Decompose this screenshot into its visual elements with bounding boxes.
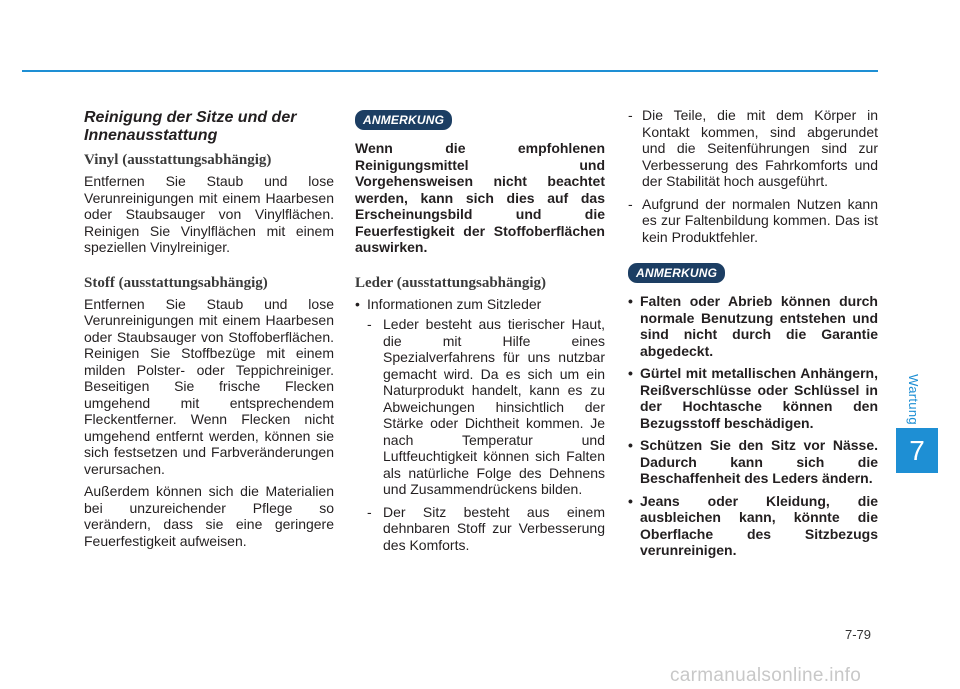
list-item <box>355 504 605 554</box>
list-item <box>355 296 605 313</box>
leder-heading: Leder (ausstattungsabhängig) <box>355 274 547 291</box>
dash-text: Aufgrund der normalen Nutzen kann es zur Faltenbildung kommen. Das ist kein Produktfehler. <box>642 195 878 245</box>
vinyl-paragraph: Entfernen Sie Staub und lose Verunreinigungen mit einem Haarbesen oder Staubsauger von Vinylflächen. Reinigen Sie Vinylflächen mit einem speziellen Vinylreiniger. <box>84 173 334 255</box>
bullet-icon: • <box>628 492 633 509</box>
dash-text: Die Teile, die mit dem Körper in Kontakt kommen, sind abgerundet und die Seitenführungen sind zur Verbesserung des Fahrkomforts und der Stabilität hoch ausgeführt. <box>642 107 878 189</box>
dash-text: Der Sitz besteht aus einem dehnbaren Stoff zur Verbesserung des Komforts. <box>383 503 605 553</box>
note-text: Wenn die empfohlenen Reinigungsmittel und Vorgehensweisen nicht beachtet werden, kann sich dies auf das Erscheinungsbild und die Feuerfestigkeit der Stoffoberflächen auswirken. <box>355 140 605 255</box>
list-item <box>628 365 878 431</box>
list-item <box>628 107 878 190</box>
column-middle <box>355 110 605 553</box>
dash-icon: - <box>367 316 372 332</box>
column-right <box>628 107 878 559</box>
chapter-name: Wartung <box>905 374 921 425</box>
stoff-heading: Stoff (ausstattungsabhängig) <box>84 274 268 291</box>
page-number: 7-79 <box>845 627 872 642</box>
chapter-side-label <box>900 370 930 430</box>
bullet-text: Gürtel mit metallischen Anhängern, Reißverschlüsse oder Schlüssel in der Hochtasche können den Bezugsstoff beschädigen. <box>640 365 878 431</box>
note-badge: ANMERKUNG <box>355 110 452 130</box>
bullet-icon: • <box>355 295 360 312</box>
list-item <box>355 316 605 498</box>
dash-icon: - <box>628 195 633 212</box>
watermark: carmanualsonline.info <box>670 665 862 686</box>
dash-text: Leder besteht aus tierischer Haut, die mit Hilfe eines Spezialverfahrens für uns nutzbar gemacht wird. Da es sich um ein Naturprodukt handelt, kann es zu Abweichungen hinsichtlich der Stärke oder Dichtheit kommen. Je nach Temperatur und Luftfeuchtigkeit können sich Falten als natürliche Folge des Dehnens und Zusammendrückens bilden. <box>383 316 605 497</box>
list-item <box>628 293 878 359</box>
list-item <box>628 493 878 559</box>
bullet-icon: • <box>628 365 633 381</box>
note-badge: ANMERKUNG <box>628 263 725 283</box>
chapter-number-tab: 7 <box>896 428 938 473</box>
bullet-text: Schützen Sie den Sitz vor Nässe. Dadurch kann sich die Beschaffenheit des Leders ändern. <box>640 437 878 486</box>
bullet-text: Falten oder Abrieb können durch normale Benutzung entstehen und sind nicht durch die Garantie abgedeckt. <box>640 293 878 359</box>
list-item <box>628 196 878 246</box>
list-item <box>628 437 878 487</box>
header-rule <box>22 70 878 72</box>
section-title: Reinigung der Sitze und der Innenausstattung <box>84 109 297 144</box>
vinyl-heading: Vinyl (ausstattungsabhängig) <box>84 152 272 168</box>
bullet-icon: • <box>628 293 633 309</box>
stoff-paragraph: Entfernen Sie Staub und lose Verunreinigungen mit einem Haarbesen oder Staubsauger von Stoffoberflächen. Reinigen Sie Stoffbezüge mit einem milden Polster- oder Teppichreiniger. Beseitigen Sie frische Flecken umgehend mit entsprechendem Fleckentferner. Wenn Flecken nicht umgehend entfernt werden, können sie sich festsetzen und Farbveränderungen verursachen. <box>84 295 334 477</box>
bullet-text: Jeans oder Kleidung, die ausbleichen kann, könnte die Oberflache des Sitzbezugs verunreinigen. <box>640 492 878 558</box>
column-left <box>84 109 334 549</box>
bullet-text: Informationen zum Sitzleder <box>367 295 542 312</box>
bullet-icon: • <box>628 437 633 453</box>
dash-icon: - <box>628 107 633 123</box>
dash-icon: - <box>367 503 372 520</box>
stoff-paragraph-2: Außerdem können sich die Materialien bei unzureichender Pflege so verändern, dass sie eine geringere Feuerfestigkeit aufweisen. <box>84 483 334 549</box>
